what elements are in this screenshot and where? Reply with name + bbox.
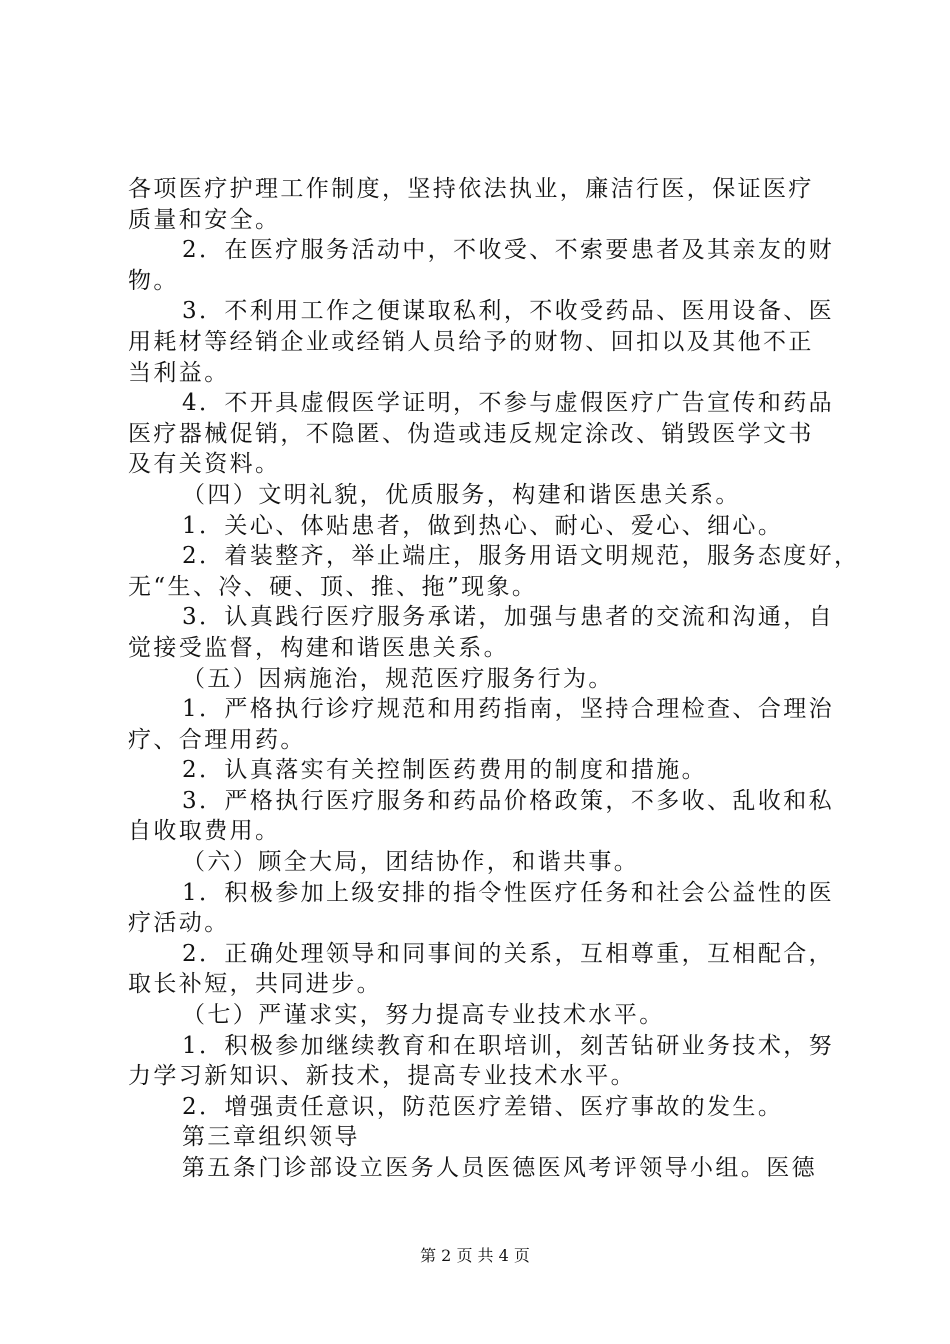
page-footer: [0, 1243, 950, 1266]
text-line: 无“生、冷、硬、顶、推、拖”现象。: [128, 573, 538, 600]
text-line: 1．关心、体贴患者，做到热心、耐心、爱心、细心。: [182, 512, 784, 539]
text-line: 及有关资料。: [128, 451, 281, 478]
text-line: （五）因病施治，规范医疗服务行为。: [182, 665, 614, 692]
text-line: 各项医疗护理工作制度，坚持依法执业，廉洁行医，保证医疗: [128, 176, 814, 202]
text-line: 2．在医疗服务活动中，不收受、不索要患者及其亲友的财: [182, 237, 835, 264]
text-line: 当利益。: [128, 359, 230, 386]
text-line: 疗、合理用药。: [128, 726, 306, 753]
text-line: 2．正确处理领导和同事间的关系，互相尊重，互相配合，: [182, 940, 835, 967]
text-line: 取长补短，共同进步。: [128, 971, 382, 998]
text-line: 3．不利用工作之便谋取私利，不收受药品、医用设备、医: [182, 298, 835, 325]
text-line: （七）严谨求实，努力提高专业技术水平。: [182, 1002, 665, 1029]
text-line: 第三章组织领导: [182, 1124, 360, 1151]
text-line: 1．积极参加继续教育和在职培训，刻苦钻研业务技术，努: [182, 1032, 835, 1059]
document-body: [128, 174, 860, 1184]
text-line: 用耗材等经销企业或经销人员给予的财物、回扣以及其他不正: [128, 328, 814, 355]
text-line: 物。: [128, 267, 179, 294]
text-line: （六）顾全大局，团结协作，和谐共事。: [182, 849, 640, 876]
text-line: 自收取费用。: [128, 818, 281, 845]
text-line: 质量和安全。: [128, 206, 281, 233]
text-line: 2．增强责任意识，防范医疗差错、医疗事故的发生。: [182, 1093, 784, 1120]
text-line: 4．不开具虚假医学证明，不参与虚假医疗广告宣传和药品: [182, 390, 835, 417]
text-line: 医疗器械促销，不隐匿、伪造或违反规定涂改、销毁医学文书: [128, 420, 814, 447]
text-line: 觉接受监督，构建和谐医患关系。: [128, 634, 509, 661]
text-line: 2．着装整齐，举止端庄，服务用语文明规范，服务态度好，: [182, 543, 860, 570]
text-line: 1．积极参加上级安排的指令性医疗任务和社会公益性的医: [182, 879, 835, 906]
text-line: 力学习新知识、新技术，提高专业技术水平。: [128, 1063, 636, 1090]
text-line: 2．认真落实有关控制医药费用的制度和措施。: [182, 757, 708, 784]
text-line: 1．严格执行诊疗规范和用药指南，坚持合理检查、合理治: [182, 696, 835, 723]
text-line: 第五条门诊部设立医务人员医德医风考评领导小组。医德: [182, 1155, 817, 1181]
page-number: 第 2 页 共 4 页: [420, 1246, 530, 1265]
text-line: （四）文明礼貌，优质服务，构建和谐医患关系。: [182, 481, 741, 508]
text-line: 疗活动。: [128, 910, 230, 937]
text-line: 3．认真践行医疗服务承诺，加强与患者的交流和沟通，自: [182, 604, 835, 631]
text-line: 3．严格执行医疗服务和药品价格政策，不多收、乱收和私: [182, 787, 835, 814]
